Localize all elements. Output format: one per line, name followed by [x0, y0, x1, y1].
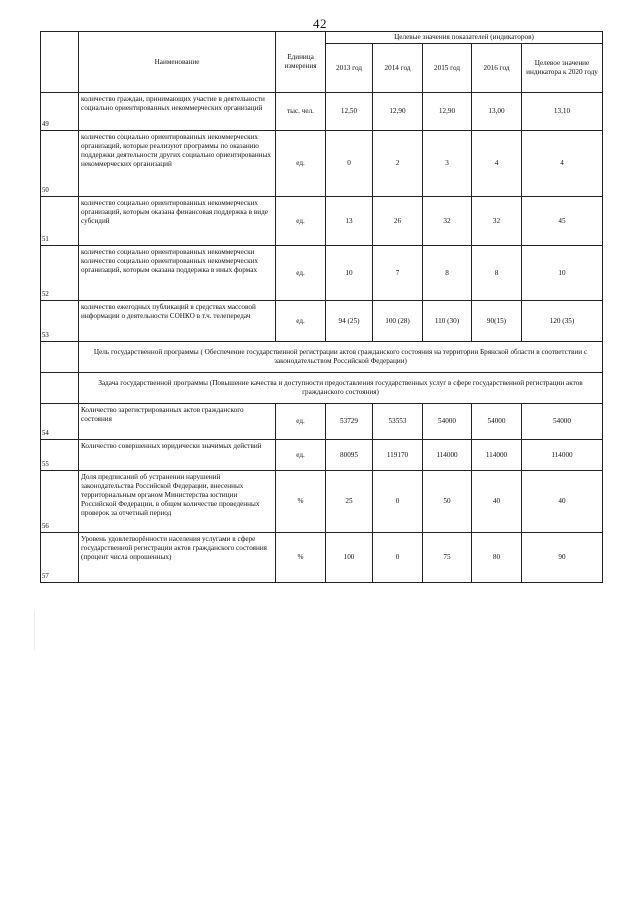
- value-2015: 8: [423, 246, 472, 301]
- value-2020: 13,10: [522, 93, 603, 131]
- row-name: количество ежегодных публикаций в средствах массовой информации о деятельности СОНКО в т.ч. телепередач: [79, 301, 276, 342]
- table-row: [41, 197, 603, 246]
- row-unit: %: [276, 471, 326, 533]
- value-2013: 12,50: [326, 93, 373, 131]
- value-2014: 12,90: [373, 93, 423, 131]
- value-2020: 54000: [522, 404, 603, 440]
- row-unit: ед.: [276, 301, 326, 342]
- value-2015: 3: [423, 131, 472, 197]
- value-2016: 114000: [472, 440, 522, 471]
- header-num-cell: [41, 32, 79, 93]
- row-unit: тыс. чел.: [276, 93, 326, 131]
- value-2020: 40: [522, 471, 603, 533]
- header-year-2013: 2013 год: [326, 44, 373, 93]
- table-row: [41, 533, 603, 583]
- row-name: количество социально ориентированных некоммерческих организаций, которые реализуют программы по оказанию поддержки деятельности других социально ориентированных некоммерческих организаций: [79, 131, 276, 197]
- value-2015: 110 (30): [423, 301, 472, 342]
- program-goal: Цель государственной программы ( Обеспечение государственной регистрации актов гражданского состояния на территории Брянской области в соответствии с законодательством Российской Федерации): [79, 342, 603, 373]
- value-2014: 100 (28): [373, 301, 423, 342]
- value-2013: 13: [326, 197, 373, 246]
- value-2014: 26: [373, 197, 423, 246]
- row-unit: ед.: [276, 197, 326, 246]
- value-2020: 120 (35): [522, 301, 603, 342]
- row-unit: %: [276, 533, 326, 583]
- row-number: 54: [41, 404, 79, 440]
- header-target-2020: Целевое значение индикатора к 2020 году: [522, 44, 603, 93]
- row-number: 51: [41, 197, 79, 246]
- value-2016: 40: [472, 471, 522, 533]
- header-year-2014: 2014 год: [373, 44, 423, 93]
- value-2020: 10: [522, 246, 603, 301]
- row-unit: ед.: [276, 404, 326, 440]
- value-2016: 90(15): [472, 301, 522, 342]
- row-unit: ед.: [276, 246, 326, 301]
- row-name: Количество совершенных юридически значимых действий: [79, 440, 276, 471]
- row-unit: ед.: [276, 131, 326, 197]
- row-number: 49: [41, 93, 79, 131]
- value-2020: 90: [522, 533, 603, 583]
- row-number: 52: [41, 246, 79, 301]
- goal-row: [41, 342, 603, 373]
- header-unit: Единица измерения: [276, 32, 326, 93]
- row-name: количество социально ориентированных некоммерческих организаций, которым оказана финансовая поддержка в виде субсидий: [79, 197, 276, 246]
- header-indicators-group: Целевые значения показателей (индикаторов): [326, 32, 603, 44]
- value-2014: 119170: [373, 440, 423, 471]
- value-2016: 13,00: [472, 93, 522, 131]
- table-row: [41, 301, 603, 342]
- scan-mark: [34, 610, 35, 650]
- value-2020: 4: [522, 131, 603, 197]
- value-2014: 53553: [373, 404, 423, 440]
- row-name: количество граждан, принимающих участие в деятельности социально ориентированных некоммерческих организаций: [79, 93, 276, 131]
- page-number: 42: [313, 16, 327, 31]
- value-2013: 10: [326, 246, 373, 301]
- value-2020: 114000: [522, 440, 603, 471]
- row-name: Доля предписаний об устранении нарушений законодательства Российской Федерации, внесенных территориальным органом Министерства юстиции Российской Федерации, в общем количестве проведенных проверок за отчетный период: [79, 471, 276, 533]
- value-2013: 80095: [326, 440, 373, 471]
- row-number: 53: [41, 301, 79, 342]
- table-row: [41, 440, 603, 471]
- row-number: 57: [41, 533, 79, 583]
- value-2015: 50: [423, 471, 472, 533]
- value-2013: 25: [326, 471, 373, 533]
- value-2020: 45: [522, 197, 603, 246]
- row-name: количество социально ориентированных некоммерчески количество социально ориентированных некоммерческих организаций, которым оказана поддержка в иных формах: [79, 246, 276, 301]
- value-2014: 0: [373, 533, 423, 583]
- table-row: [41, 404, 603, 440]
- value-2015: 114000: [423, 440, 472, 471]
- indicators-table: [40, 31, 603, 583]
- value-2013: 94 (25): [326, 301, 373, 342]
- value-2016: 8: [472, 246, 522, 301]
- value-2014: 0: [373, 471, 423, 533]
- goal-num-cell: [41, 342, 79, 373]
- row-name: Количество зарегистрированных актов гражданского состояния: [79, 404, 276, 440]
- header-year-2015: 2015 год: [423, 44, 472, 93]
- header-year-2016: 2016 год: [472, 44, 522, 93]
- value-2016: 32: [472, 197, 522, 246]
- value-2015: 12,90: [423, 93, 472, 131]
- value-2013: 0: [326, 131, 373, 197]
- table-row: [41, 471, 603, 533]
- row-name: Уровень удовлетворённости населения услугами в сфере государственной регистрации актов гражданского состояния (процент числа опрошенных): [79, 533, 276, 583]
- value-2015: 75: [423, 533, 472, 583]
- row-number: 50: [41, 131, 79, 197]
- header-name: Наименование: [79, 32, 276, 93]
- value-2014: 2: [373, 131, 423, 197]
- value-2016: 54000: [472, 404, 522, 440]
- value-2016: 80: [472, 533, 522, 583]
- row-unit: ед.: [276, 440, 326, 471]
- value-2015: 32: [423, 197, 472, 246]
- task-row: [41, 373, 603, 404]
- value-2016: 4: [472, 131, 522, 197]
- table-row: [41, 93, 603, 131]
- row-number: 55: [41, 440, 79, 471]
- task-num-cell: [41, 373, 79, 404]
- table-row: [41, 131, 603, 197]
- table-row: [41, 246, 603, 301]
- value-2015: 54000: [423, 404, 472, 440]
- row-number: 56: [41, 471, 79, 533]
- value-2014: 7: [373, 246, 423, 301]
- value-2013: 100: [326, 533, 373, 583]
- value-2013: 53729: [326, 404, 373, 440]
- program-task: Задача государственной программы (Повышение качества и доступности предоставления государственных услуг в сфере государственной регистрации актов гражданского состояния): [79, 373, 603, 404]
